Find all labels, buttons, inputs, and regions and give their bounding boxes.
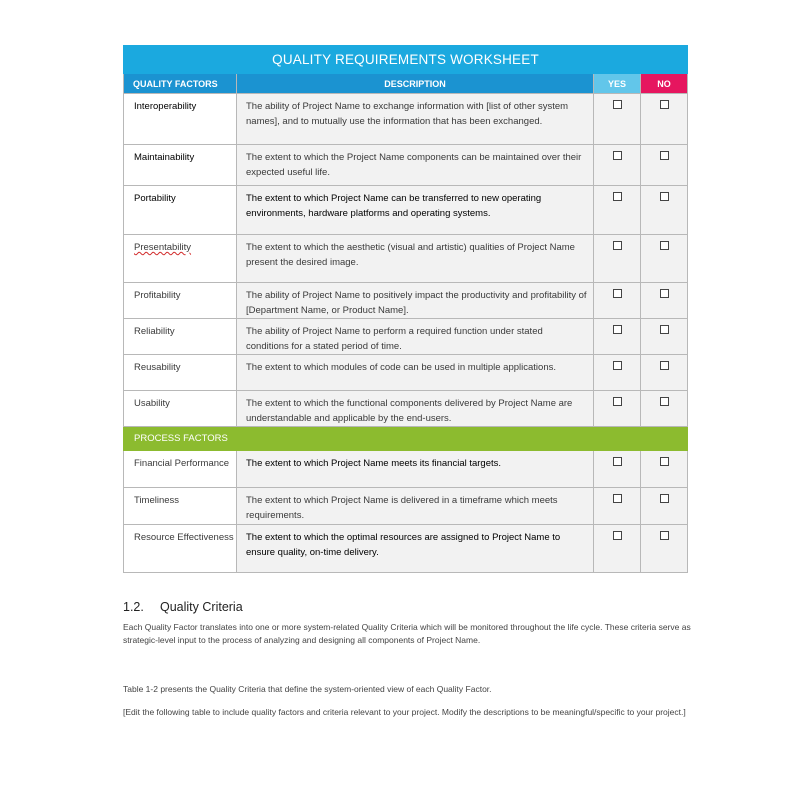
no-checkbox[interactable] — [660, 361, 669, 370]
header-yes: YES — [594, 74, 641, 94]
yes-checkbox[interactable] — [613, 241, 622, 250]
factor-maintainability: Maintainability — [124, 145, 237, 186]
yes-checkbox[interactable] — [613, 192, 622, 201]
quality-criteria-paragraph: Each Quality Factor translates into one or more system-related Quality Criteria which will be monitored throughout the life cycle. These criteria serve as strategic-level input to the process of analyzing and designing all components of Project Name. — [123, 622, 691, 645]
table-row — [124, 319, 688, 355]
table-intro-paragraph: Table 1-2 presents the Quality Criteria that define the system-oriented view of each Quality Factor. — [123, 684, 492, 694]
table-row — [124, 451, 688, 488]
table-row — [124, 488, 688, 525]
no-checkbox[interactable] — [660, 494, 669, 503]
process-factors-label: PROCESS FACTORS — [124, 427, 688, 451]
factor-portability: Portability — [124, 186, 237, 235]
factor-presentability: Presentability — [124, 235, 237, 283]
factor-timeliness: Timeliness — [124, 488, 237, 525]
table-row — [124, 186, 688, 235]
section-number: 1.2. — [123, 600, 144, 614]
no-checkbox[interactable] — [660, 100, 669, 109]
section-title: Quality Criteria — [160, 600, 243, 614]
edit-instructions-paragraph: [Edit the following table to include quality factors and criteria relevant to your project. Modify the descriptions to be meaningful/specific to your project.] — [123, 707, 686, 717]
header-no: NO — [641, 74, 688, 94]
yes-checkbox[interactable] — [613, 457, 622, 466]
factor-usability: Usability — [124, 391, 237, 427]
no-checkbox[interactable] — [660, 397, 669, 406]
no-checkbox[interactable] — [660, 289, 669, 298]
no-checkbox[interactable] — [660, 325, 669, 334]
table-title-row — [124, 46, 688, 74]
no-checkbox[interactable] — [660, 241, 669, 250]
no-checkbox[interactable] — [660, 192, 669, 201]
header-description: DESCRIPTION — [237, 74, 594, 94]
description-cell: The extent to which the Project Name components can be maintained over their expected useful life. — [237, 145, 594, 186]
description-cell: The ability of Project Name to positively impact the productivity and profitability of [Department Name, or Product Name]. — [237, 283, 594, 319]
table-row — [124, 145, 688, 186]
no-checkbox[interactable] — [660, 531, 669, 540]
description-cell: The extent to which the functional components delivered by Project Name are understandable and applicable by the end-users. — [237, 391, 594, 427]
description-cell: The extent to which the aesthetic (visual and artistic) qualities of Project Name present the desired image. — [237, 235, 594, 283]
yes-checkbox[interactable] — [613, 531, 622, 540]
description-cell: The ability of Project Name to exchange information with [list of other system names], and to mutually use the information that has been exchanged. — [237, 94, 594, 145]
quality-requirements-table — [123, 45, 688, 573]
table-row — [124, 525, 688, 573]
header-row — [124, 74, 688, 94]
factor-reusability: Reusability — [124, 355, 237, 391]
no-checkbox[interactable] — [660, 151, 669, 160]
yes-checkbox[interactable] — [613, 397, 622, 406]
description-cell: The extent to which Project Name can be transferred to new operating environments, hardware platforms and operating systems. — [237, 186, 594, 235]
yes-checkbox[interactable] — [613, 289, 622, 298]
header-quality-factors: QUALITY FACTORS — [124, 74, 237, 94]
description-cell: The extent to which modules of code can be used in multiple applications. — [237, 355, 594, 391]
factor-profitability: Profitability — [124, 283, 237, 319]
table-title: QUALITY REQUIREMENTS WORKSHEET — [124, 46, 688, 74]
table-row — [124, 391, 688, 427]
yes-checkbox[interactable] — [613, 494, 622, 503]
process-factors-section-row — [124, 427, 688, 451]
factor-resource-effectiveness: Resource Effectiveness — [124, 525, 237, 573]
factor-interoperability: Interoperability — [124, 94, 237, 145]
table-row — [124, 355, 688, 391]
factor-financial-performance: Financial Performance — [124, 451, 237, 488]
description-cell: The extent to which the optimal resources are assigned to Project Name to ensure quality, on-time delivery. — [237, 525, 594, 573]
description-cell: The extent to which Project Name is delivered in a timeframe which meets requirements. — [237, 488, 594, 525]
table-row — [124, 235, 688, 283]
description-cell: The extent to which Project Name meets its financial targets. — [237, 451, 594, 488]
no-checkbox[interactable] — [660, 457, 669, 466]
factor-reliability: Reliability — [124, 319, 237, 355]
table-row — [124, 283, 688, 319]
yes-checkbox[interactable] — [613, 151, 622, 160]
yes-checkbox[interactable] — [613, 325, 622, 334]
yes-checkbox[interactable] — [613, 361, 622, 370]
table-row — [124, 94, 688, 145]
yes-checkbox[interactable] — [613, 100, 622, 109]
section-heading — [123, 600, 243, 614]
description-cell: The ability of Project Name to perform a required function under stated conditions for a stated period of time. — [237, 319, 594, 355]
